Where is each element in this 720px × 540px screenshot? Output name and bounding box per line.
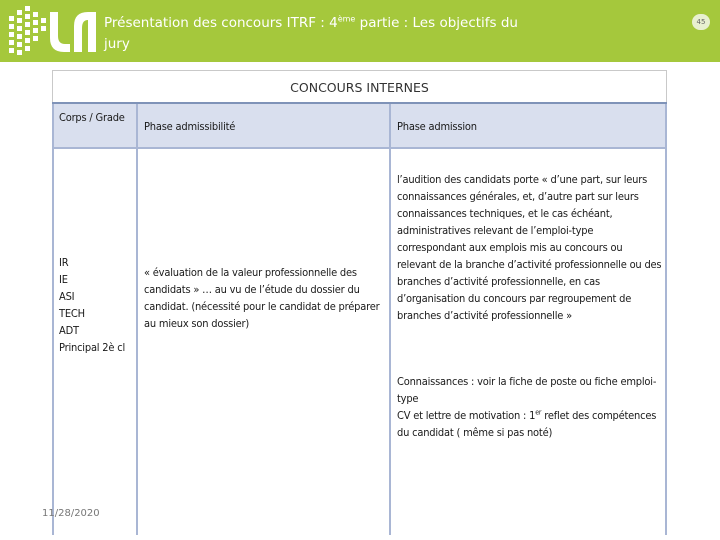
- table-border-right: [665, 104, 667, 535]
- slide-title-superscript: ème: [337, 14, 356, 24]
- table-column-divider-1: [136, 104, 138, 535]
- connaissances-note: Connaissances : voir la fiche de poste ou fiche emploi-type: [397, 375, 657, 405]
- corps-grade-item: IE: [59, 273, 68, 286]
- cv-note-part-1: CV et lettre de motivation : 1: [397, 409, 536, 422]
- corps-grade-item: IR: [59, 256, 69, 269]
- cv-note-superscript: er: [535, 408, 542, 417]
- admissibilite-description: « évaluation de la valeur professionnelle des candidats » … au vu de l’étude du dossier du candidat. (nécessité pour le candidat de préparer au mieux son dossier): [144, 266, 380, 330]
- corps-grade-item: ASI: [59, 290, 75, 303]
- table-header-divider: [52, 147, 667, 149]
- slide-title: [104, 13, 524, 55]
- table-title: CONCOURS INTERNES: [290, 80, 429, 95]
- slide-title-part-1: Présentation des concours ITRF : 4: [104, 15, 338, 31]
- table-border-left: [52, 104, 54, 535]
- column-header-admission: Phase admission: [397, 120, 477, 133]
- column-header-admissibilite: Phase admissibilité: [144, 120, 236, 133]
- slide-title-part-2: partie : Les objectifs du jury: [104, 15, 518, 52]
- footer-date: 11/28/2020: [42, 508, 100, 519]
- page-number: 45: [692, 14, 710, 30]
- admission-description: l’audition des candidats porte « d’une part, sur leurs connaissances générales, et, d’autre part sur leurs connaissances techniques, et le cas échéant, administratives relevant de l’emploi-type correspondant aux emplois mis au concours ou relevant de la branche d’activité professionnelle ou des branches d’activité professionnelle, en cas d’organisation du concours par regroupement de branches d’activité professionnelle »: [397, 173, 662, 322]
- corps-grade-item: ADT: [59, 324, 79, 337]
- corps-grade-item: Principal 2è cl: [59, 341, 126, 354]
- cv-motivation-note: [397, 407, 662, 441]
- corps-grade-item: TECH: [59, 307, 85, 320]
- column-header-corps-grade: Corps / Grade: [59, 111, 125, 124]
- corps-grade-list: [59, 254, 135, 356]
- cv-note-part-2: reflet des compétences du candidat ( même si pas noté): [397, 409, 657, 439]
- university-logo: [8, 4, 98, 60]
- admission-requirements: [397, 373, 662, 441]
- table-column-divider-2: [389, 104, 391, 535]
